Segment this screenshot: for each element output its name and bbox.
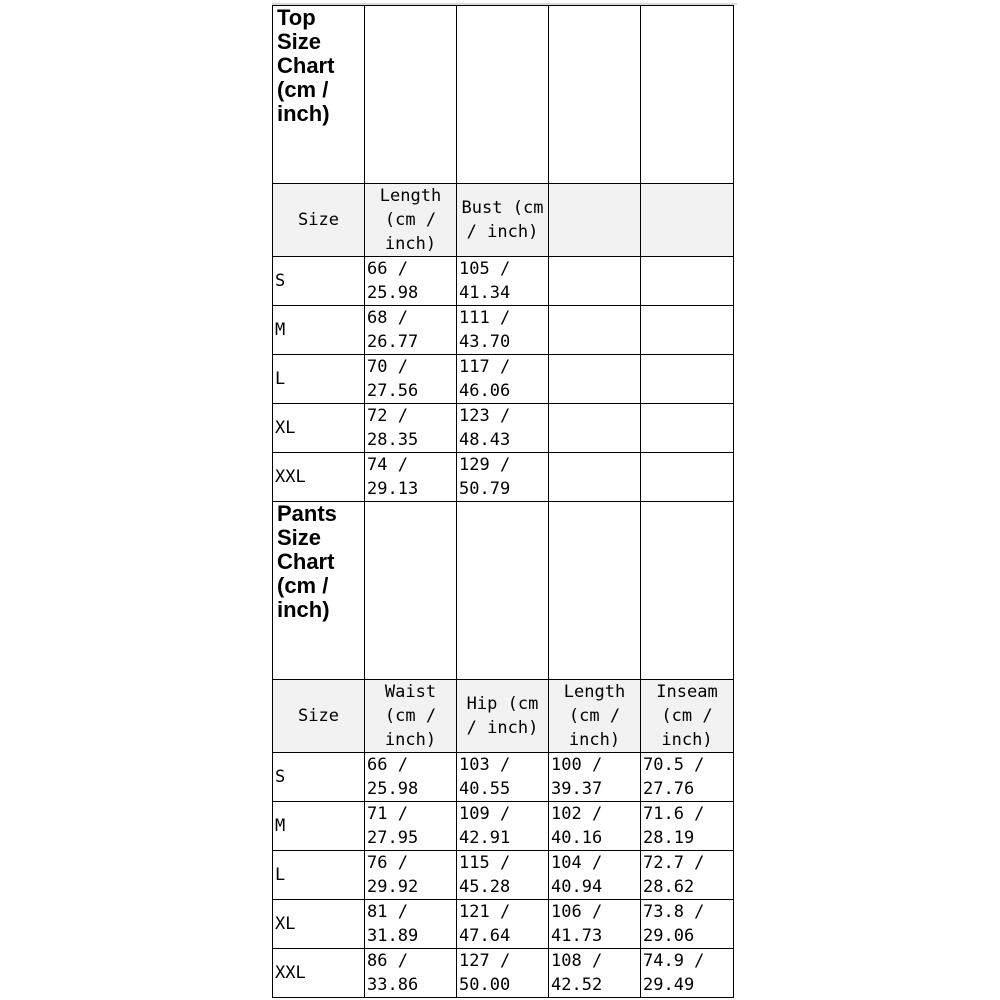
inseam-cell[interactable]: 72.7 / 28.62 bbox=[641, 851, 734, 900]
pants-header-length[interactable]: Length (cm / inch) bbox=[549, 680, 641, 753]
empty-cell[interactable] bbox=[549, 404, 641, 453]
size-label[interactable]: L bbox=[273, 851, 365, 900]
length-cell[interactable]: 104 / 40.94 bbox=[549, 851, 641, 900]
waist-cell[interactable]: 76 / 29.92 bbox=[365, 851, 457, 900]
hip-cell[interactable]: 121 / 47.64 bbox=[457, 900, 549, 949]
empty-cell[interactable] bbox=[549, 453, 641, 502]
size-label[interactable]: S bbox=[273, 753, 365, 802]
empty-cell[interactable] bbox=[457, 6, 549, 184]
empty-cell[interactable] bbox=[365, 6, 457, 184]
pants-header-waist[interactable]: Waist (cm / inch) bbox=[365, 680, 457, 753]
empty-cell[interactable] bbox=[549, 257, 641, 306]
size-label[interactable]: L bbox=[273, 355, 365, 404]
empty-cell[interactable] bbox=[641, 453, 734, 502]
empty-cell[interactable] bbox=[641, 306, 734, 355]
table-row bbox=[273, 851, 734, 900]
length-cell[interactable]: 102 / 40.16 bbox=[549, 802, 641, 851]
bust-cell[interactable]: 105 / 41.34 bbox=[457, 257, 549, 306]
top-chart-title[interactable]: Top Size Chart (cm / inch) bbox=[273, 6, 365, 184]
hip-cell[interactable]: 103 / 40.55 bbox=[457, 753, 549, 802]
size-label[interactable]: M bbox=[273, 306, 365, 355]
top-header-length[interactable]: Length (cm / inch) bbox=[365, 184, 457, 257]
empty-cell[interactable] bbox=[549, 355, 641, 404]
pants-chart-header-row bbox=[273, 680, 734, 753]
table-row bbox=[273, 802, 734, 851]
length-cell[interactable]: 106 / 41.73 bbox=[549, 900, 641, 949]
length-cell[interactable]: 100 / 39.37 bbox=[549, 753, 641, 802]
table-row bbox=[273, 257, 734, 306]
bust-cell[interactable]: 111 / 43.70 bbox=[457, 306, 549, 355]
waist-cell[interactable]: 81 / 31.89 bbox=[365, 900, 457, 949]
hip-cell[interactable]: 115 / 45.28 bbox=[457, 851, 549, 900]
table-row bbox=[273, 900, 734, 949]
inseam-cell[interactable]: 71.6 / 28.19 bbox=[641, 802, 734, 851]
hip-cell[interactable]: 109 / 42.91 bbox=[457, 802, 549, 851]
inseam-cell[interactable]: 70.5 / 27.76 bbox=[641, 753, 734, 802]
empty-cell[interactable] bbox=[641, 184, 734, 257]
size-label[interactable]: M bbox=[273, 802, 365, 851]
size-chart-sheet bbox=[272, 5, 734, 998]
table-row bbox=[273, 453, 734, 502]
pants-header-inseam[interactable]: Inseam (cm / inch) bbox=[641, 680, 734, 753]
bust-cell[interactable]: 117 / 46.06 bbox=[457, 355, 549, 404]
empty-cell[interactable] bbox=[641, 502, 734, 680]
length-cell[interactable]: 66 / 25.98 bbox=[365, 257, 457, 306]
top-header-bust[interactable]: Bust (cm / inch) bbox=[457, 184, 549, 257]
hip-cell[interactable]: 127 / 50.00 bbox=[457, 949, 549, 998]
pants-chart-title-row bbox=[273, 502, 734, 680]
table-row bbox=[273, 306, 734, 355]
length-cell[interactable]: 72 / 28.35 bbox=[365, 404, 457, 453]
table-row bbox=[273, 949, 734, 998]
inseam-cell[interactable]: 74.9 / 29.49 bbox=[641, 949, 734, 998]
empty-cell[interactable] bbox=[641, 355, 734, 404]
table-row bbox=[273, 753, 734, 802]
pants-header-size[interactable]: Size bbox=[273, 680, 365, 753]
top-chart-header-row bbox=[273, 184, 734, 257]
pants-chart-title[interactable]: Pants Size Chart (cm / inch) bbox=[273, 502, 365, 680]
table-row bbox=[273, 355, 734, 404]
bust-cell[interactable]: 129 / 50.79 bbox=[457, 453, 549, 502]
empty-cell[interactable] bbox=[641, 257, 734, 306]
top-chart-title-row bbox=[273, 6, 734, 184]
size-label[interactable]: S bbox=[273, 257, 365, 306]
length-cell[interactable]: 74 / 29.13 bbox=[365, 453, 457, 502]
empty-cell[interactable] bbox=[549, 6, 641, 184]
size-label[interactable]: XL bbox=[273, 900, 365, 949]
length-cell[interactable]: 70 / 27.56 bbox=[365, 355, 457, 404]
length-cell[interactable]: 68 / 26.77 bbox=[365, 306, 457, 355]
table-row bbox=[273, 404, 734, 453]
empty-cell[interactable] bbox=[549, 502, 641, 680]
inseam-cell[interactable]: 73.8 / 29.06 bbox=[641, 900, 734, 949]
waist-cell[interactable]: 86 / 33.86 bbox=[365, 949, 457, 998]
size-label[interactable]: XL bbox=[273, 404, 365, 453]
size-label[interactable]: XXL bbox=[273, 949, 365, 998]
pants-header-hip[interactable]: Hip (cm / inch) bbox=[457, 680, 549, 753]
bust-cell[interactable]: 123 / 48.43 bbox=[457, 404, 549, 453]
empty-cell[interactable] bbox=[641, 404, 734, 453]
empty-cell[interactable] bbox=[549, 184, 641, 257]
empty-cell[interactable] bbox=[641, 6, 734, 184]
top-header-size[interactable]: Size bbox=[273, 184, 365, 257]
length-cell[interactable]: 108 / 42.52 bbox=[549, 949, 641, 998]
size-label[interactable]: XXL bbox=[273, 453, 365, 502]
waist-cell[interactable]: 66 / 25.98 bbox=[365, 753, 457, 802]
empty-cell[interactable] bbox=[549, 306, 641, 355]
waist-cell[interactable]: 71 / 27.95 bbox=[365, 802, 457, 851]
empty-cell[interactable] bbox=[457, 502, 549, 680]
empty-cell[interactable] bbox=[365, 502, 457, 680]
